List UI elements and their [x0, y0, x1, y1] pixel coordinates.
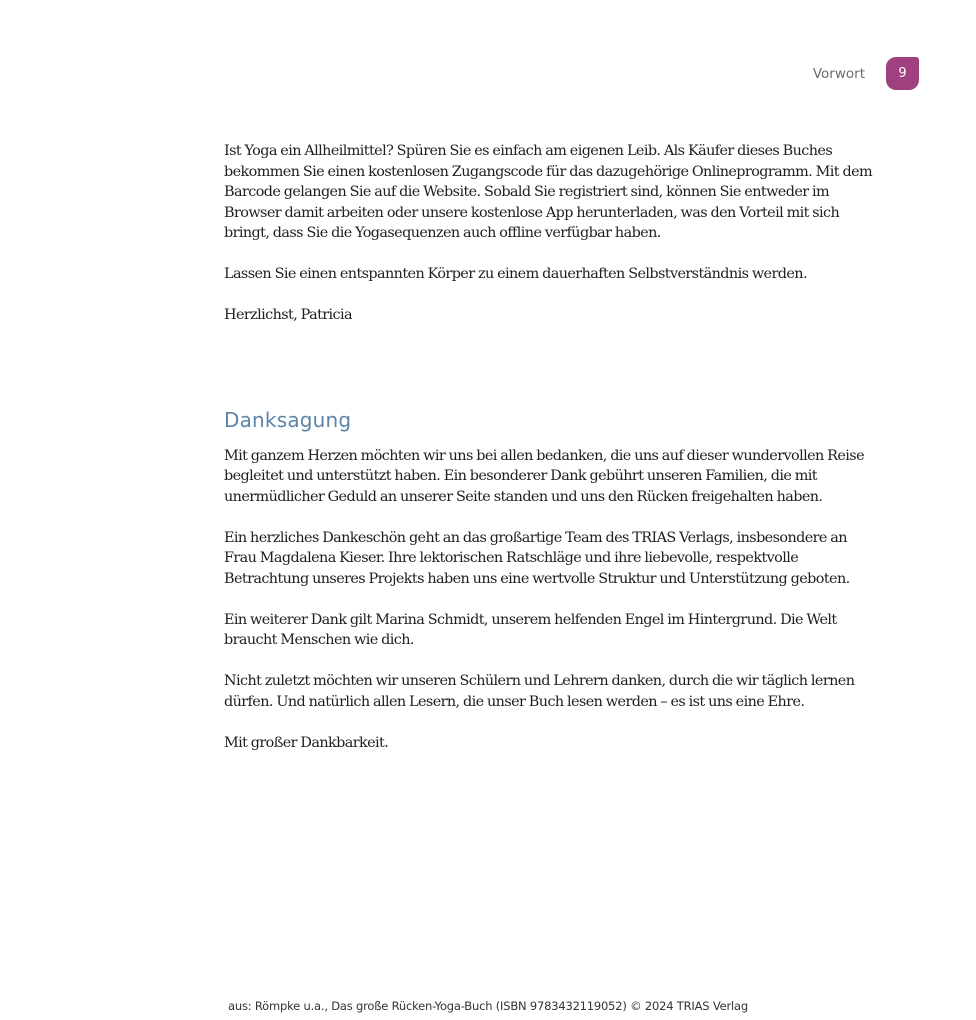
page-number-badge: 9: [886, 57, 919, 90]
signature-line: Herzlichst, Patricia: [224, 307, 352, 323]
section-name: Vorwort: [812, 65, 865, 82]
acknowledgement-paragraph: Ein weiterer Dank gilt Marina Schmidt, unserem helfenden Engel im Hintergrund. Die Welt braucht Menschen wie dich.: [224, 611, 837, 648]
acknowledgement-paragraph: Nicht zuletzt möchten wir unseren Schülern und Lehrern danken, durch die wir täglich lernen dürfen. Und natürlich allen Lesern, die unser Buch lesen werden – es ist uns eine Ehre.: [224, 673, 855, 710]
acknowledgement-paragraph: Mit ganzem Herzen möchten wir uns bei allen bedanken, die uns auf dieser wundervollen Reise begleitet und unterstützt haben. Ein besonderer Dank gebührt unseren Familien, die mit unermüdlicher Geduld an unserer Seite standen und uns den Rücken freigehalten haben.: [224, 447, 865, 505]
section-heading: Danksagung: [224, 407, 352, 432]
intro-paragraph: Lassen Sie einen entspannten Körper zu einem dauerhaften Selbstverständnis werden.: [224, 266, 807, 282]
text-column: [224, 141, 874, 774]
intro-paragraph: Ist Yoga ein Allheilmittel? Spüren Sie es einfach am eigenen Leib. Als Käufer dieses Buches bekommen Sie einen kostenlosen Zugangscode für das dazugehörige Onlineprogramm. Mit dem Barcode gelangen Sie auf die Website. Sobald Sie registriert sind, können Sie entweder im Browser damit arbeiten oder unsere kostenlose App herunterladen, was den Vorteil mit sich bringt, dass Sie die Yogasequenzen auch offline verfügbar haben.: [224, 143, 873, 241]
acknowledgement-paragraph: Ein herzliches Dankeschön geht an das großartige Team des TRIAS Verlags, insbesondere an Frau Magdalena Kieser. Ihre lektorischen Ratschläge und ihre liebevolle, respektvolle Betrachtung unseres Projekts haben uns eine wertvolle Struktur und Unterstützung geboten.: [224, 529, 850, 587]
source-footer: aus: Römpke u.a., Das große Rücken-Yoga-Buch (ISBN 9783432119052) © 2024 TRIAS Verlag: [228, 999, 748, 1013]
closing-line: Mit großer Dankbarkeit.: [224, 734, 389, 751]
running-head: [813, 57, 919, 90]
